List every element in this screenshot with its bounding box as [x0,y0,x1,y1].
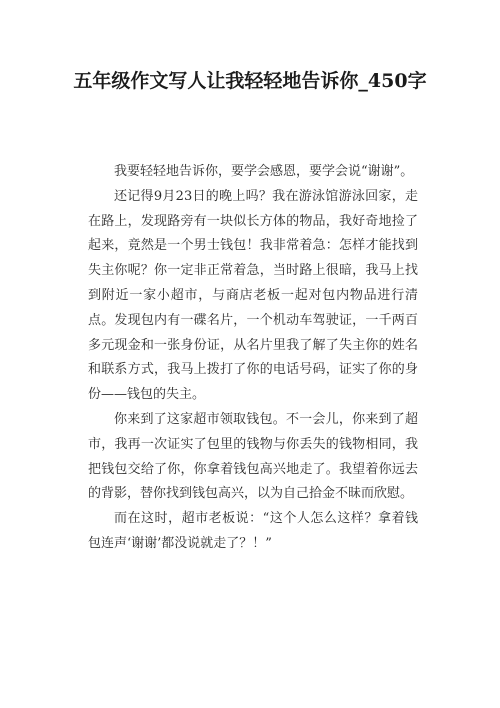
paragraph-3: 你来到了这家超市领取钱包。不一会儿，你来到了超市，我再一次证实了包里的钱物与你丢失的钱物相同，我把钱包交给了你，你拿着钱包高兴地走了。我望着你远去的背影，替你找到钱包高兴，以为自己拾金不昧而欣慰。 [88,411,418,502]
paragraph-4: 而在这时，超市老板说：“这个人怎么这样？拿着钱包连声‘谢谢’都没说就走了？！” [88,511,418,551]
paragraph-2: 还记得9月23日的晚上吗？我在游泳馆游泳回家，走在路上，发现路旁有一块似长方体的物品，我好奇地捡了起来，竟然是一个男士钱包！我非常着急：怎样才能找到失主你呢？你一定非正常着急，当时路上很暗，我马上找到附近一家小超市，与商店老板一起对包内物品进行清点。发现包内有一碟名片，一个机动车驾驶证，一千两百多元现金和一张身份证，从名片里我了解了失主你的姓名和联系方式，我马上拨打了你的电话号码，证实了你的身份——钱包的失主。 [88,188,418,403]
paragraph-1: 我要轻轻地告诉你，要学会感恩，要学会说“谢谢”。 [114,164,414,179]
document-body [88,160,418,557]
document-title: 五年级作文写人让我轻轻地告诉你_450字 [73,70,427,92]
